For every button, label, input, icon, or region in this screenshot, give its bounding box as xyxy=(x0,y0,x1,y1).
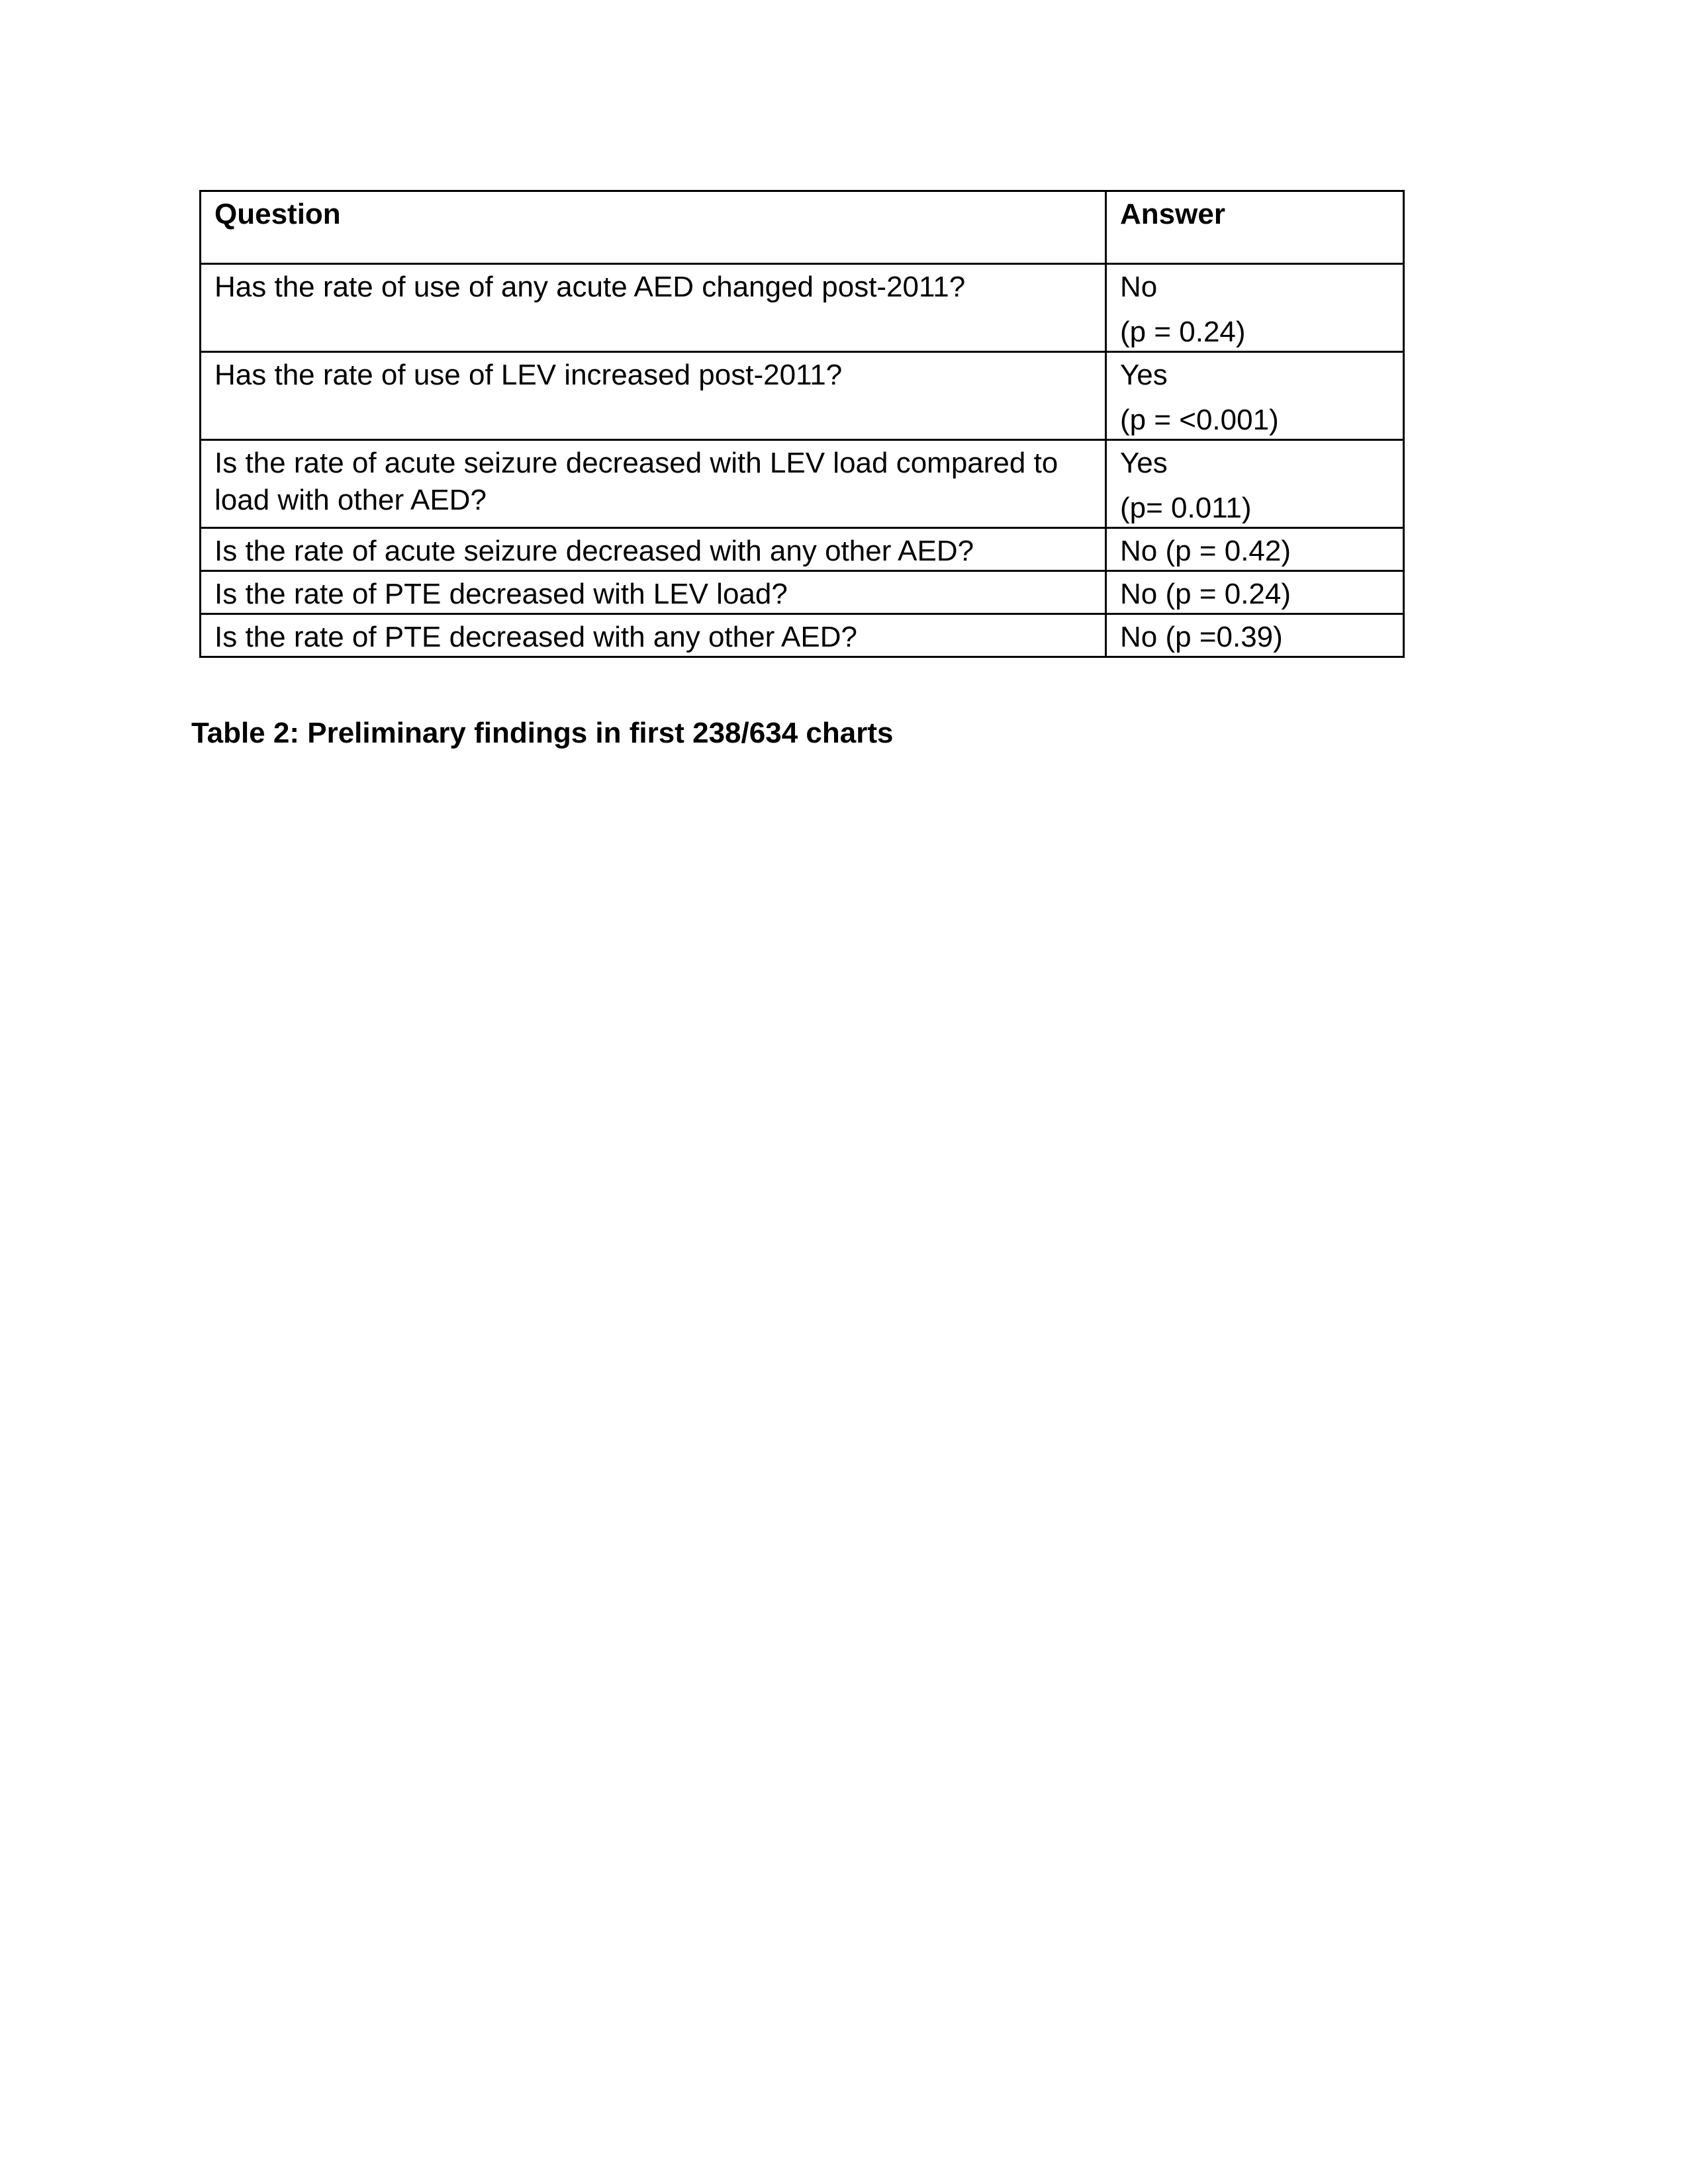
question-line: Has the rate of use of any acute AED changed post-2011? xyxy=(214,271,966,303)
table-row xyxy=(201,528,1404,571)
answer-line: (p = 0.24) xyxy=(1120,316,1246,348)
table-row xyxy=(201,614,1404,657)
question-line: Is the rate of acute seizure decreased with LEV load compared to xyxy=(214,447,1058,479)
question-cell xyxy=(201,528,1106,571)
answer-line: Yes xyxy=(1120,359,1168,391)
answer-cell xyxy=(1106,614,1404,657)
table-header-row xyxy=(201,191,1404,264)
answer-cell xyxy=(1106,264,1404,352)
answer-header-cell: Answer xyxy=(1106,191,1404,264)
question-line: Has the rate of use of LEV increased post-2011? xyxy=(214,359,843,391)
question-cell xyxy=(201,352,1106,440)
question-cell xyxy=(201,264,1106,352)
findings-table xyxy=(199,190,1405,658)
question-line: Is the rate of PTE decreased with any other AED? xyxy=(214,621,857,653)
answer-line: No xyxy=(1120,271,1158,303)
table-row xyxy=(201,264,1404,352)
answer-line: (p = <0.001) xyxy=(1120,404,1279,436)
table-row xyxy=(201,571,1404,614)
question-cell xyxy=(201,614,1106,657)
question-cell xyxy=(201,440,1106,528)
question-line: load with other AED? xyxy=(214,484,487,516)
answer-cell xyxy=(1106,528,1404,571)
answer-cell xyxy=(1106,352,1404,440)
answer-line: No (p =0.39) xyxy=(1120,621,1283,653)
answer-line: No (p = 0.24) xyxy=(1120,578,1291,610)
question-line: Is the rate of PTE decreased with LEV load? xyxy=(214,578,788,610)
question-header-cell: Question xyxy=(201,191,1106,264)
question-line: Is the rate of acute seizure decreased with any other AED? xyxy=(214,535,974,567)
answer-line: (p= 0.011) xyxy=(1120,492,1252,524)
answer-line: Yes xyxy=(1120,447,1168,479)
answer-cell xyxy=(1106,440,1404,528)
table-row xyxy=(201,440,1404,528)
table-caption: Table 2: Preliminary findings in first 238/634 charts xyxy=(191,717,894,749)
question-cell xyxy=(201,571,1106,614)
answer-cell xyxy=(1106,571,1404,614)
table-row xyxy=(201,352,1404,440)
answer-line: No (p = 0.42) xyxy=(1120,535,1291,567)
